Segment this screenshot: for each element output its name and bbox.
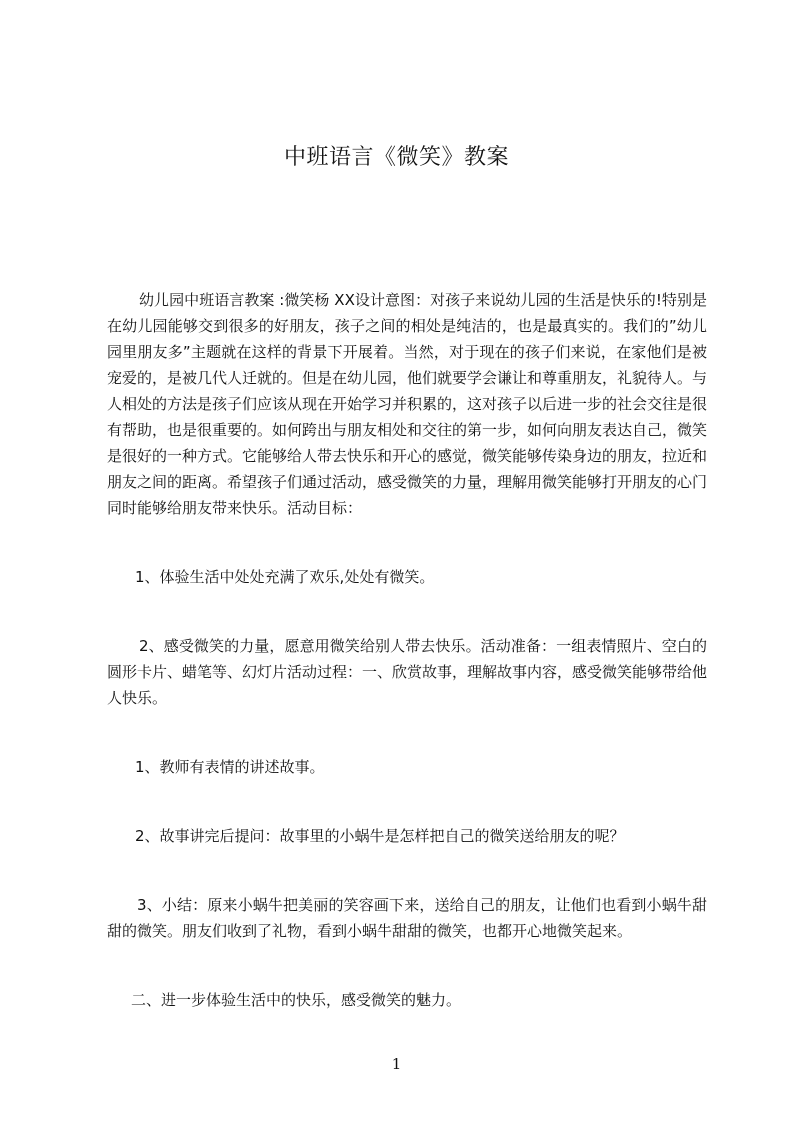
paragraph-step-2: 2、故事讲完后提问：故事里的小蜗牛是怎样把自己的微笑送给朋友的呢？ (135, 827, 625, 845)
paragraph-step-1: 1、教师有表情的讲述故事。 (135, 758, 325, 776)
paragraph-intro: 幼儿园中班语言教案 :微笑杨 XX设计意图：对孩子来说幼儿园的生活是快乐的!特别是在幼儿园能够交到很多的好朋友，孩子之间的相处是纯洁的，也是最真实的。我们的”幼儿园里朋友多”主题就在这样的背景下开展着。当然，对于现在的孩子们来说，在家他们是被宠爱的，是被几代人迁就的。但是在幼儿园，他们就要学会谦让和尊重朋友，礼貌待人。与人相处的方法是孩子们应该从现在开始学习并积累的，这对孩子以后进一步的社会交往是很有帮助，也是很重要的。如何跨出与朋友相处和交往的第一步，如何向朋友表达自己，微笑是很好的一种方式。它能够给人带去快乐和开心的感觉，微笑能够传染身边的朋友，拉近和朋友之间的距离。希望孩子们通过活动，感受微笑的力量，理解用微笑能够打开朋友的心门同时能够给朋友带来快乐。活动目标： (107, 291, 708, 517)
document-body (107, 287, 707, 1013)
page-title: 中班语言《微笑》教案 (283, 145, 509, 170)
paragraph-step-3: 3、小结：原来小蜗牛把美丽的笑容画下来，送给自己的朋友，让他们也看到小蜗牛甜甜的微笑。朋友们收到了礼物，看到小蜗牛甜甜的微笑，也都开心地微笑起来。 (107, 896, 707, 940)
paragraph-goal-2: 2、感受微笑的力量，愿意用微笑给别人带去快乐。活动准备：一组表情照片、空白的圆形卡片、蜡笔等、幻灯片活动过程：一、欣赏故事，理解故事内容，感受微笑能够带给他人快乐。 (107, 637, 708, 707)
page-number: 1 (391, 1055, 402, 1073)
paragraph-section-2: 二、进一步体验生活中的快乐，感受微笑的魅力。 (131, 991, 462, 1009)
paragraph-goal-1: 1、体验生活中处处充满了欢乐,处处有微笑。 (135, 568, 435, 586)
